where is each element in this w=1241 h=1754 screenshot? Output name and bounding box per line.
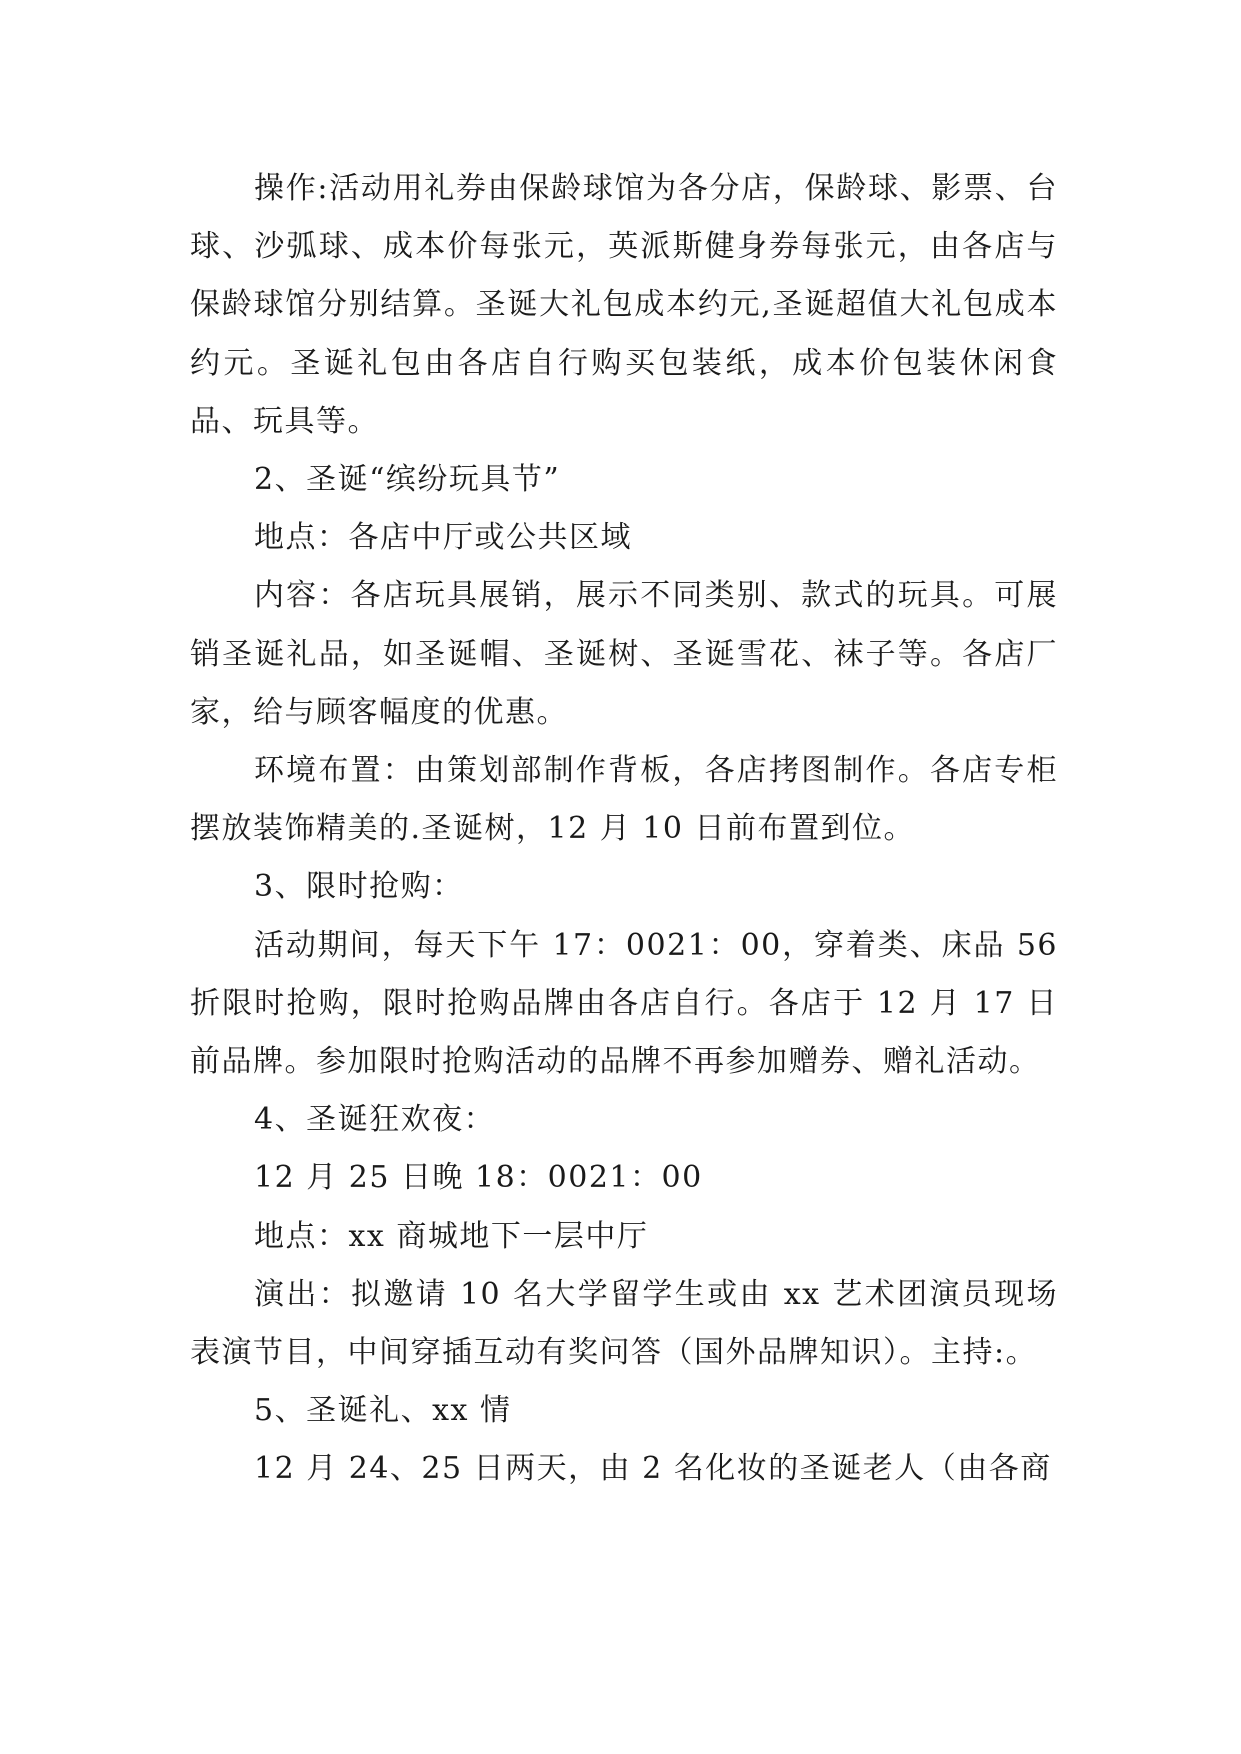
heading-flash-sale: 3、限时抢购： — [254, 869, 464, 905]
paragraph-operation: 操作:活动用礼券由保龄球馆为各分店，保龄球、影票、台球、沙弧球、成本价每张元，英派斯健身券每张元，由各店与保龄球馆分别结算。圣诞大礼包成本约元,圣诞超值大礼包成本约元。圣诞礼包由各店自行购买包装纸，成本价包装休闲食品、玩具等。 — [190, 171, 1058, 439]
paragraph-santa: 12 月 24、25 日两天，由 2 名化妆的圣诞老人（由各商 — [254, 1451, 1052, 1487]
document-body — [190, 160, 1070, 1499]
paragraph-environment: 环境布置：由策划部制作背板，各店拷图制作。各店专柜摆放装饰精美的.圣诞树，12 月 10 日前布置到位。 — [190, 753, 1058, 847]
paragraph-carnival-time: 12 月 25 日晚 18：0021：00 — [254, 1160, 703, 1196]
paragraph-toy-content: 内容：各店玩具展销，展示不同类别、款式的玩具。可展销圣诞礼品，如圣诞帽、圣诞树、圣诞雪花、袜子等。各店厂家，给与顾客幅度的优惠。 — [190, 578, 1058, 730]
paragraph-performance: 演出：拟邀请 10 名大学留学生或由 xx 艺术团演员现场表演节目，中间穿插互动有奖问答（国外品牌知识）。主持:。 — [190, 1276, 1058, 1371]
paragraph-carnival-location: 地点：xx 商城地下一层中厅 — [254, 1218, 649, 1254]
heading-christmas-gift: 5、圣诞礼、xx 情 — [254, 1393, 512, 1429]
paragraph-toy-location: 地点：各店中厅或公共区域 — [254, 520, 632, 556]
paragraph-flash-sale: 活动期间，每天下午 17：0021：00，穿着类、床品 56 折限时抢购，限时抢购品牌由各店自行。各店于 12 月 17 日前品牌。参加限时抢购活动的品牌不再参加赠券、赠礼活动。 — [190, 927, 1070, 1080]
heading-toy-festival: 2、圣诞“缤纷玩具节” — [254, 462, 561, 498]
heading-carnival-night: 4、圣诞狂欢夜： — [254, 1102, 496, 1138]
